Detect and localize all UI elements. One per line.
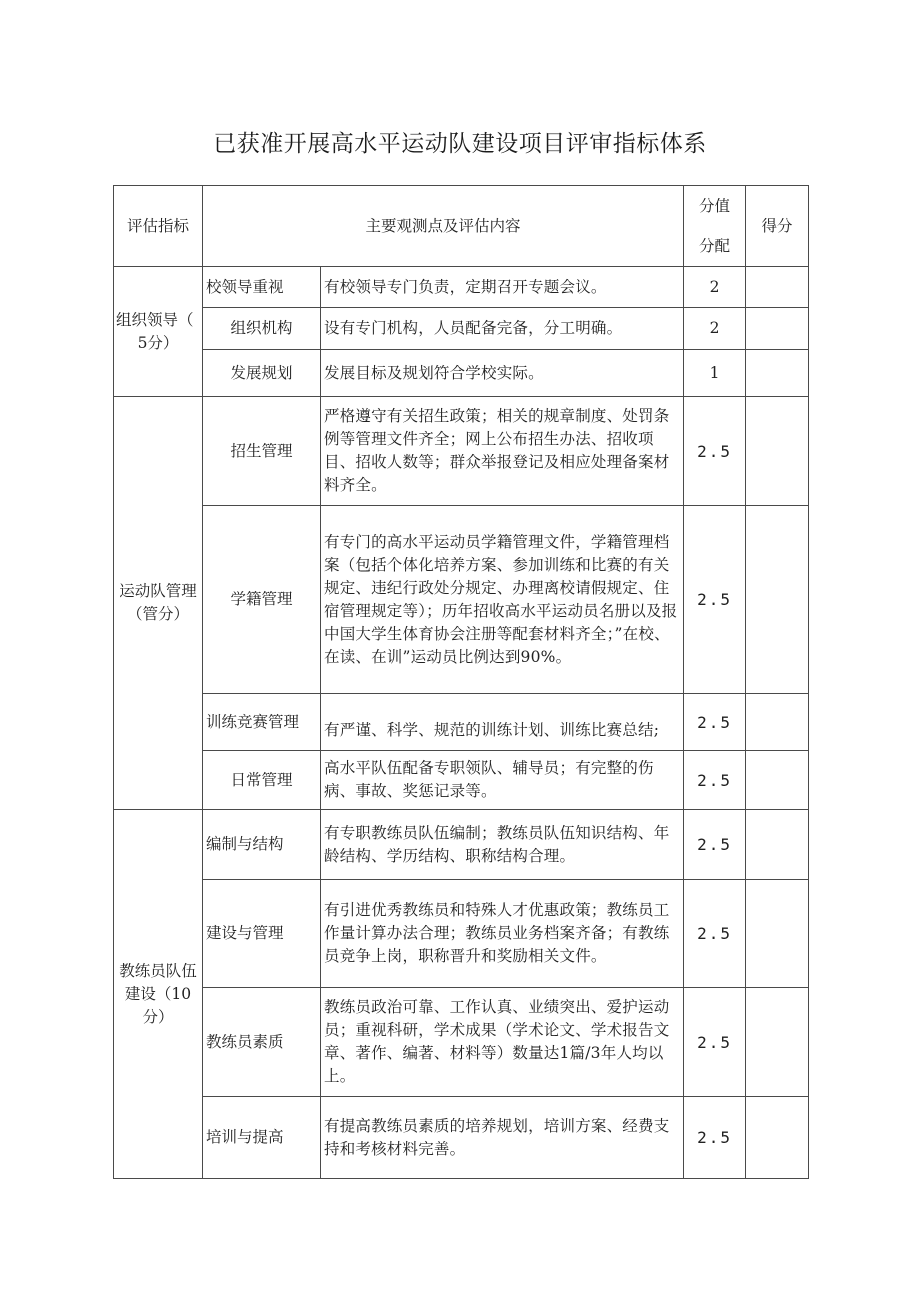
content-cell: 有引进优秀教练员和特殊人才优惠政策；教练员工作量计算办法合理；教练员业务档案齐备；有教练员竞争上岗，职称晋升和奖励相关文件。 (321, 880, 684, 988)
table-row (114, 308, 809, 350)
table-row (114, 1097, 809, 1179)
header-got: 得分 (746, 186, 809, 267)
score-cell: 2.5 (684, 397, 746, 506)
score-cell: 2.5 (684, 988, 746, 1097)
table-row (114, 397, 809, 506)
table-row (114, 506, 809, 694)
content-cell: 有严谨、科学、规范的训练计划、训练比赛总结; (321, 694, 684, 751)
sub-indicator: 招生管理 (203, 397, 321, 506)
header-score-line2: 分配 (699, 237, 731, 255)
group-name-line: 分） (142, 1007, 174, 1026)
sub-indicator: 编制与结构 (203, 810, 321, 880)
header-score-line1: 分值 (699, 197, 731, 215)
content-cell: 高水平队伍配备专职领队、辅导员；有完整的伤病、事故、奖惩记录等。 (321, 751, 684, 810)
got-cell (746, 694, 809, 751)
got-cell (746, 810, 809, 880)
score-cell: 2.5 (684, 694, 746, 751)
sub-indicator: 组织机构 (203, 308, 321, 350)
table-row (114, 880, 809, 988)
header-content: 主要观测点及评估内容 (203, 186, 684, 267)
content-cell: 有专职教练员队伍编制；教练员队伍知识结构、年龄结构、学历结构、职称结构合理。 (321, 810, 684, 880)
got-cell (746, 397, 809, 506)
got-cell (746, 308, 809, 350)
score-cell: 2 (684, 267, 746, 308)
content-cell: 严格遵守有关招生政策；相关的规章制度、处罚条例等管理文件齐全；网上公布招生办法、招收项目、招收人数等；群众举报登记及相应处理备案材料齐全。 (321, 397, 684, 506)
score-cell: 2.5 (684, 751, 746, 810)
table-row (114, 988, 809, 1097)
got-cell (746, 267, 809, 308)
group-name-line: 建设（10 (124, 984, 192, 1003)
sub-indicator: 学籍管理 (203, 506, 321, 694)
score-cell: 2.5 (684, 1097, 746, 1179)
content-cell: 设有专门机构，人员配备完备，分工明确。 (321, 308, 684, 350)
sub-indicator: 训练竞赛管理 (203, 694, 321, 751)
table-row (114, 350, 809, 397)
content-cell: 有校领导专门负责，定期召开专题会议。 (321, 267, 684, 308)
score-cell: 2.5 (684, 506, 746, 694)
group-indicator (114, 397, 203, 810)
got-cell (746, 988, 809, 1097)
header-score (684, 186, 746, 267)
sub-indicator: 发展规划 (203, 350, 321, 397)
group-name-line: 组织领导（ (116, 310, 194, 329)
sub-indicator: 教练员素质 (203, 988, 321, 1097)
got-cell (746, 880, 809, 988)
score-cell: 2.5 (684, 810, 746, 880)
table-header-row (114, 186, 809, 267)
table-row (114, 810, 809, 880)
table-row (114, 751, 809, 810)
group-name-line: （管分） (126, 605, 189, 623)
score-cell: 2 (684, 308, 746, 350)
sub-indicator: 培训与提高 (203, 1097, 321, 1179)
group-name-line: 运动队管理 (119, 582, 197, 600)
group-indicator (114, 267, 203, 397)
score-cell: 1 (684, 350, 746, 397)
content-cell: 教练员政治可靠、工作认真、业绩突出、爱护运动员；重视科研，学术成果（学术论文、学术报告文章、著作、编著、材料等）数量达1篇/3年人均以上。 (321, 988, 684, 1097)
content-cell: 发展目标及规划符合学校实际。 (321, 350, 684, 397)
sub-indicator: 日常管理 (203, 751, 321, 810)
table-row (114, 267, 809, 308)
score-cell: 2.5 (684, 880, 746, 988)
table-row (114, 694, 809, 751)
got-cell (746, 506, 809, 694)
got-cell (746, 751, 809, 810)
got-cell (746, 1097, 809, 1179)
sub-indicator: 校领导重视 (203, 267, 321, 308)
content-cell: 有提高教练员素质的培养规划，培训方案、经费支持和考核材料完善。 (321, 1097, 684, 1179)
group-name-line: 教练员队伍 (119, 961, 197, 980)
group-indicator (114, 810, 203, 1179)
content-cell: 有专门的高水平运动员学籍管理文件，学籍管理档案（包括个体化培养方案、参加训练和比赛的有关规定、违纪行政处分规定、办理离校请假规定、住宿管理规定等）；历年招收高水平运动员名册以及报中国大学生体育协会注册等配套材料齐全；”在校、在读、在训”运动员比例达到90%。 (321, 506, 684, 694)
page-title: 已获准开展高水平运动队建设项目评审指标体系 (213, 131, 707, 157)
header-indicator: 评估指标 (114, 186, 203, 267)
group-name-line: 5分） (137, 333, 179, 352)
got-cell (746, 350, 809, 397)
evaluation-table (113, 185, 809, 1179)
sub-indicator: 建设与管理 (203, 880, 321, 988)
